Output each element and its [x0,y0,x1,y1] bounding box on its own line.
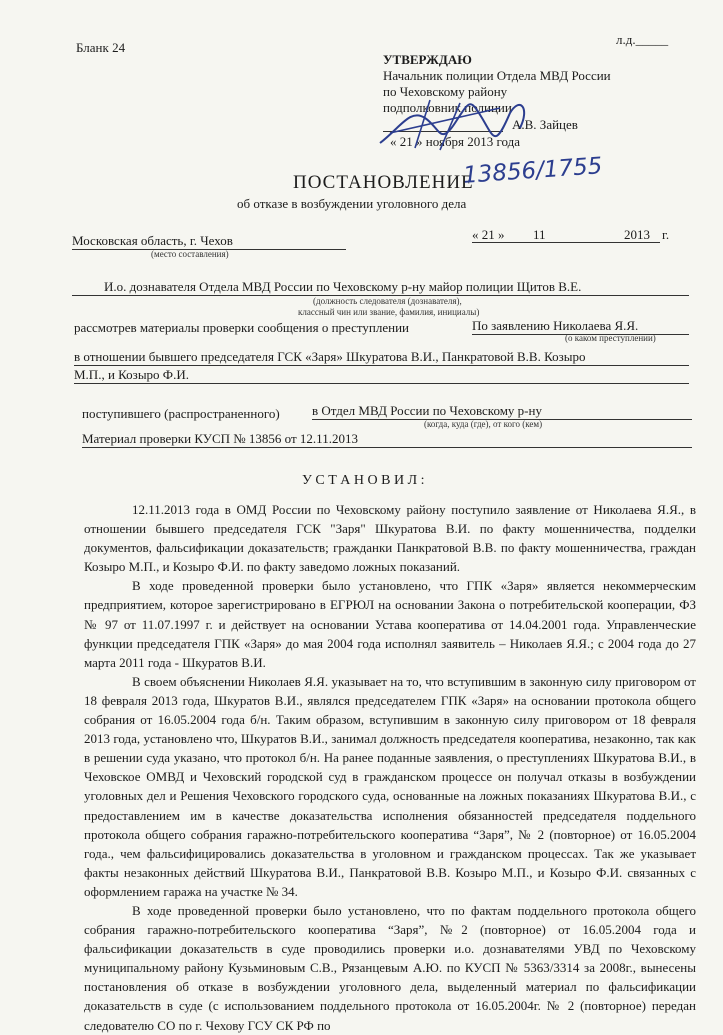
paragraph: 12.11.2013 года в ОМД России по Чеховскому району поступило заявление от Николаева Я.Я., в отношении бывшего председателя ГСК "Заря" Шкуратова В.И. по факту мошенничества, подделки документов, фальсификации доказательств; гражданки Панкратовой В.В. по факту мошенничества, граждан Козыро М.П., и Козыро Ф.И. по факту заведомо ложных показаний. [84,502,696,575]
sheet-number-label: л.д._____ [616,32,669,47]
received-label: поступившего (распространенного) [82,406,280,421]
approver-position-2: по Чеховскому району [383,84,508,99]
place-caption: (место составления) [151,249,229,259]
received-caption: (когда, куда (где), от кого (кем) [424,419,543,429]
document-title: ПОСТАНОВЛЕНИЕ [293,172,474,193]
relation-line-2: М.П., и Козыро Ф.И. [74,367,689,384]
officer-caption-2: классный чин или звание, фамилия, инициалы) [298,307,480,317]
approver-name: А.В. Зайцев [512,117,578,132]
materials-value: По заявлению Николаева Я.Я. [472,318,689,335]
material-number: Материал проверки КУСП № 13856 от 12.11.2013 [82,431,692,448]
date-month: 11 [533,227,546,242]
form-name: Бланк 24 [76,40,126,55]
handwritten-number: 13856/1755 [462,153,604,189]
approver-rank: подполковник полиции [383,100,512,115]
date-year: 2013 [624,227,650,242]
received-value: в Отдел МВД России по Чеховскому р-ну [312,403,692,420]
approver-position-1: Начальник полиции Отдела МВД России [383,68,611,83]
date-underline [472,242,660,243]
date-day: « 21 » [472,227,505,242]
approve-heading: УТВЕРЖДАЮ [383,52,472,67]
date-year-suffix: г. [662,227,670,242]
handwritten-signature [370,88,540,158]
place-field: Московская область, г. Чехов [72,233,346,250]
paragraph: В ходе проведенной проверки было установлено, что по фактам поддельного протокола общего собрания гаражно-потребительского кооператива “Заря”, №2 (повторное) от 16.05.2004 года и фальсификации доказательств в суде проводились проверки и.о. дознавателями УВД по Чеховскому муниципальному району Кузьминовым С.В., Рязанцевым А.Ю. по КУСП № 5363/3314 за 2008г., вынесены постановления об отказе в возбуждении уголовного дела, выделенный материал по фальсификации доказательств в суде (с использованием поддельного протокола от 16.05.2004г. № 2 (повторное) передан следователю СО по г. Чехову ГСУ СК РФ по [84,902,696,1033]
paragraph: В своем объяснении Николаев Я.Я. указывает на то, что вступившим в законную силу приговором от 18 февраля 2013 года, Шкуратов В.И., являлся председателем ГПК «Заря» на основании протокола общего собрания от 16.05.2004 года б/н. Таким образом, вступившим в законную силу приговором от 18 февраля 2013 года, установлено что, Шкуратов В.И., занимал должность председателя кооператива, незаконно, так как в решении суда указано, что протокол б/н. На ранее поданные заявления, о преступлениях Шкуратова В.И., в Чеховское ОМВД и Чеховский городской суд в гражданском процессе он получал отказы в возбуждении уголовных дел и Решения Чеховского городского суда, основанные на ложных показаниях Шкуратова В.И., с предоставлением им в качестве доказательства исполнения обязанностей председателя поддельного протокола общего собрания гаражно-потребительского кооператива “Заря”, № 2 (повторное) от 16.05.2004 года., чем фальсифицировались доказательства в уголовном и гражданском процессах. Так же указывает факты незаконных действий Шкуратова В.И., Панкратовой В.В. Козыро М.П., и Козыро Ф.И. связанных с оформлением гаража на участке № 34. [84,673,696,899]
document-subtitle: об отказе в возбуждении уголовного дела [237,196,467,211]
officer-caption-1: (должность следователя (дознавателя), [313,296,462,306]
established-heading: У С Т А Н О В И Л : [302,473,425,488]
established-body [84,500,696,1035]
relation-line-1: в отношении бывшего председателя ГСК «Заря» Шкуратова В.И., Панкратовой В.В. Козыро [74,349,689,366]
officer-field: И.о. дознавателя Отдела МВД России по Чеховскому р-ну майор полиции Щитов В.Е. [72,279,689,296]
paragraph: В ходе проведенной проверки было установлено, что ГПК «Заря» является некоммерческим предприятием, которое зарегистрировано в ЕГРЮЛ на основании Закона о потребительской кооперации, ФЗ № 97 от 11.07.1997 г. и действует на основании Устава кооператива от 14.04.2001 года. Управленческие функции председателя ГПК «Заря» до мая 2004 года исполнял заявитель – Николаев Я.Я.; с 2004 года до 27 марта 2011 года - Шкуратов В.И. [84,578,696,670]
materials-label: рассмотрев материалы проверки сообщения о преступлении [74,320,409,335]
approval-date: « 21 » ноября 2013 года [390,134,521,149]
materials-caption: (о каком преступлении) [565,333,656,343]
